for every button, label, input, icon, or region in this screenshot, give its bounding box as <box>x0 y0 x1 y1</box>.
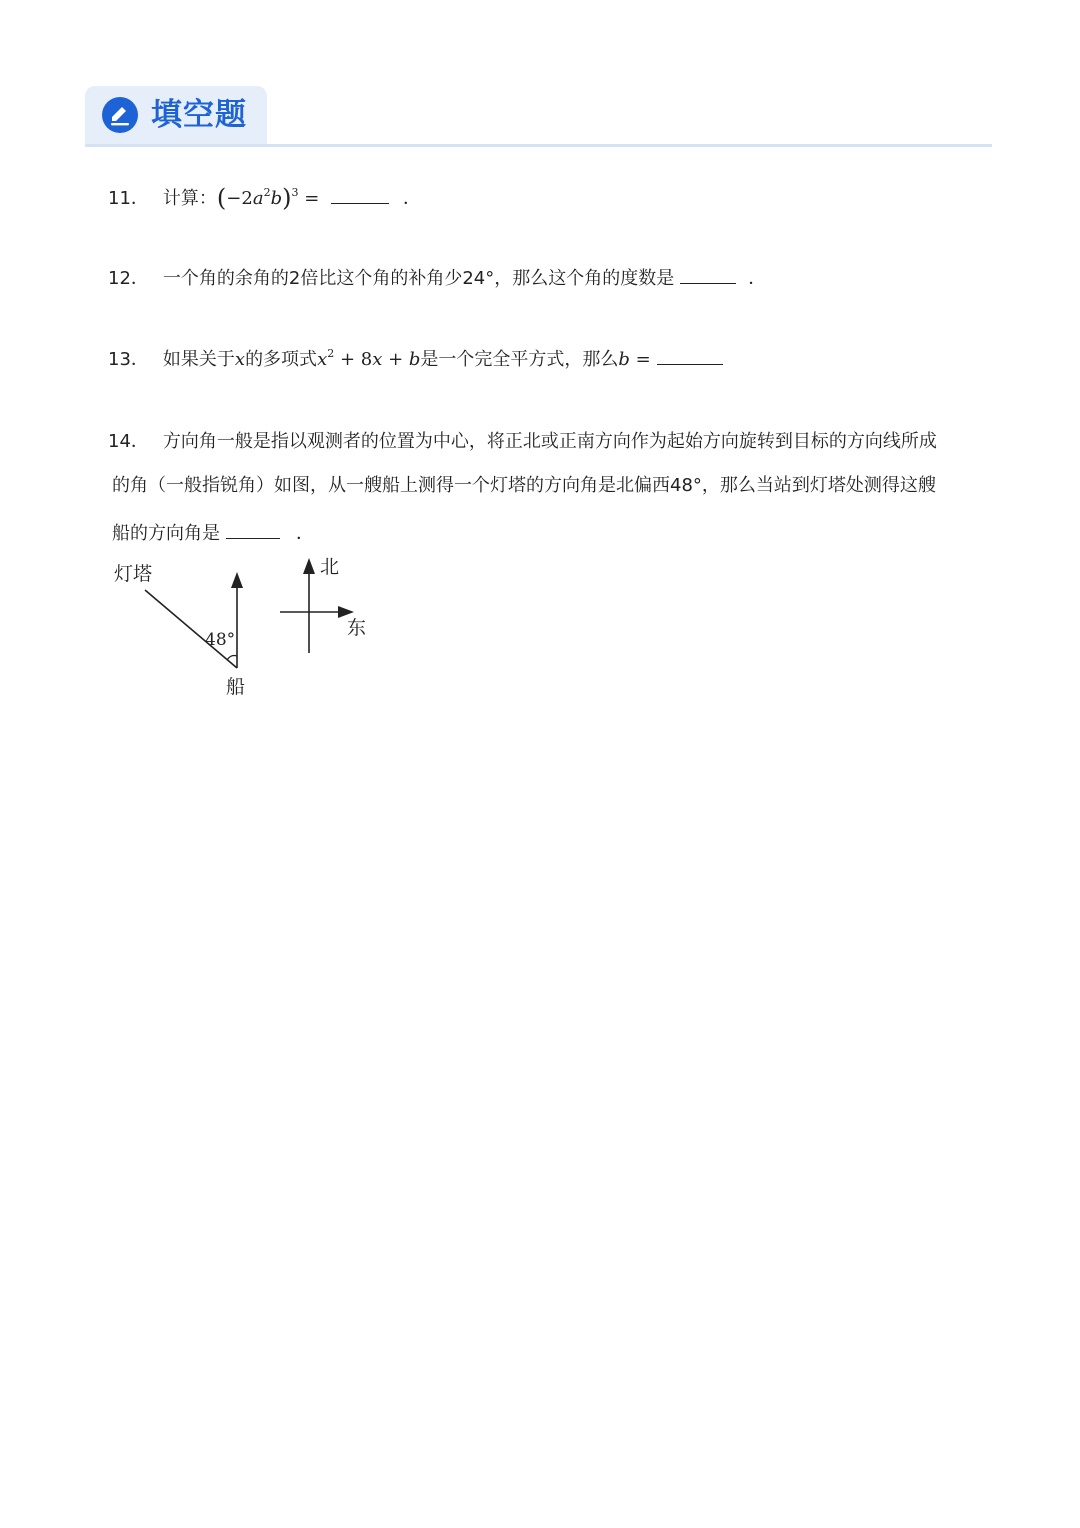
question-text: 的多项式 <box>245 349 318 370</box>
direction-figure <box>100 550 390 710</box>
header-divider <box>85 144 992 147</box>
math-equals: = <box>298 188 325 209</box>
math-coef: −2 <box>226 188 253 209</box>
answer-blank[interactable] <box>226 524 280 539</box>
math-b: b <box>408 349 421 370</box>
question-text: 方向角一般是指以观测者的位置为中心，将正北或正南方向作为起始方向旋转到目标的方向线所成 <box>162 431 937 452</box>
math-x: x <box>317 349 328 370</box>
question-text: 一个角的余角的2倍比这个角的补角少24°，那么这个角的度数是 <box>162 268 675 289</box>
question-12 <box>108 267 766 291</box>
question-number: 12． <box>108 268 149 289</box>
section-title: 填空题 <box>151 97 247 133</box>
question-end: ． <box>403 188 421 209</box>
angle-label: 48° <box>205 630 236 650</box>
math-a: a <box>252 188 264 209</box>
ship-label: 船 <box>226 676 246 698</box>
north-arrowhead-icon <box>231 572 243 588</box>
north-label: 北 <box>320 556 340 578</box>
answer-blank[interactable] <box>331 189 389 204</box>
question-number: 11． <box>108 188 149 209</box>
math-exp: 3 <box>291 186 299 199</box>
question-11 <box>108 186 421 211</box>
question-number: 14． <box>108 431 149 452</box>
pencil-circle-icon <box>101 96 139 134</box>
answer-blank[interactable] <box>657 350 723 365</box>
lighthouse-label: 灯塔 <box>114 563 153 585</box>
question-text: 计算： <box>162 188 217 209</box>
math-b: b <box>618 349 630 370</box>
question-14-line-1 <box>108 430 937 454</box>
question-text: 船的方向角是 <box>112 523 220 544</box>
paren-open: ( <box>216 184 227 212</box>
question-14-line-3 <box>112 522 314 546</box>
compass-north-arrow-icon <box>303 558 315 574</box>
question-14-line-2: 的角（一般指锐角）如图，从一艘船上测得一个灯塔的方向角是北偏西48°，那么当站到灯塔处测得这艘 <box>112 475 936 496</box>
angle-arc <box>227 656 237 661</box>
question-text: 是一个完全平方式，那么 <box>420 349 619 370</box>
math-term: + 8 <box>334 349 373 370</box>
paren-close: ) <box>282 184 292 212</box>
sightline <box>145 590 237 668</box>
question-number: 13． <box>108 349 149 370</box>
math-x: x <box>372 349 383 370</box>
question-end: ． <box>748 268 767 289</box>
math-x: x <box>234 349 246 370</box>
math-b: b <box>270 188 283 209</box>
math-a-exp: 2 <box>263 186 271 199</box>
answer-blank[interactable] <box>680 269 736 284</box>
math-exp: 2 <box>327 347 335 360</box>
math-plus: + <box>382 349 409 370</box>
math-equals: = <box>629 349 651 370</box>
section-header <box>85 86 267 144</box>
question-end: ． <box>296 523 314 544</box>
question-13 <box>108 348 729 372</box>
east-label: 东 <box>347 617 367 639</box>
question-text: 如果关于 <box>162 349 235 370</box>
